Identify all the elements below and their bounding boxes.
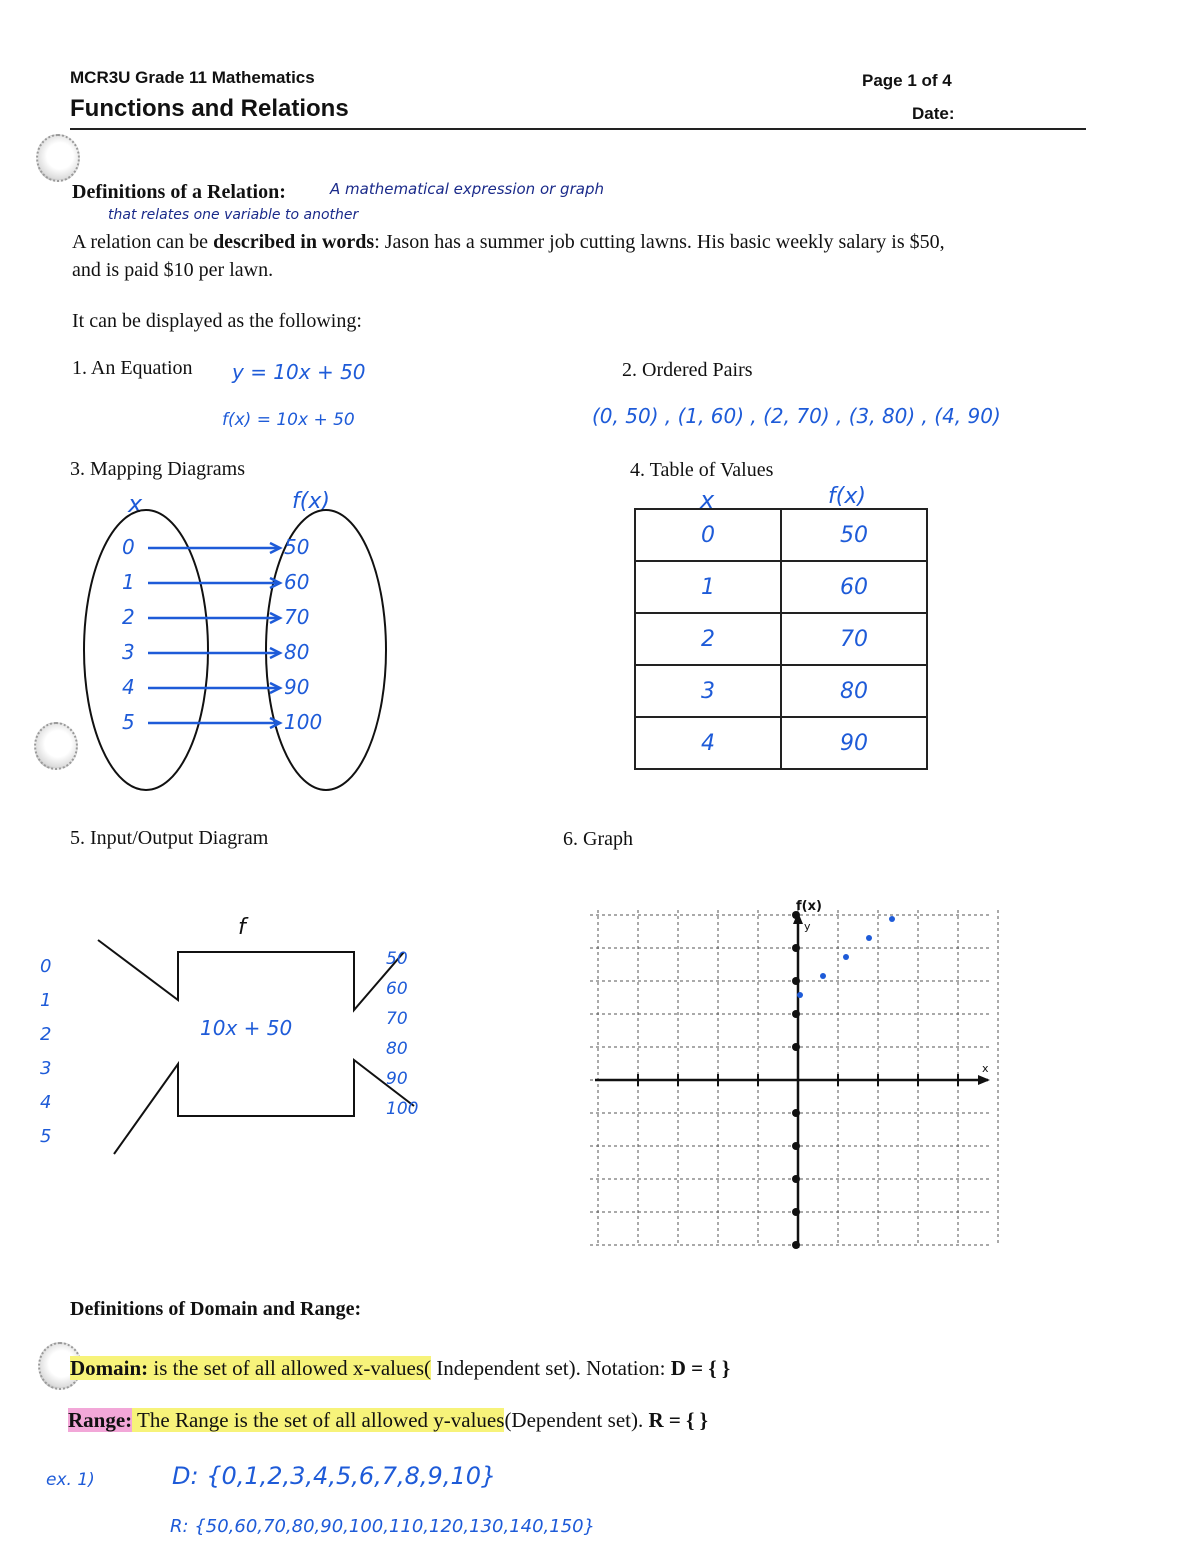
table-cell-x: 1	[635, 561, 781, 613]
relation-intro-prefix: A relation can be	[72, 231, 214, 253]
mapping-domain-oval	[84, 510, 208, 790]
domain-rest: Independent set). Notation:	[431, 1356, 671, 1380]
io-input-2: 2	[40, 1024, 52, 1045]
mapping-output-100: 100	[284, 710, 323, 734]
range-notation: R = { }	[648, 1408, 708, 1432]
graph-point	[843, 954, 849, 960]
io-output-100: 100	[386, 1099, 419, 1119]
table-of-values	[634, 508, 928, 770]
graph-point	[889, 916, 895, 922]
displayed-as: It can be displayed as the following:	[72, 310, 362, 332]
domain-notation: D = { }	[670, 1356, 731, 1380]
graph-x-axis-label: x	[982, 1062, 989, 1075]
table-row	[635, 613, 927, 665]
io-input-1: 1	[40, 990, 52, 1011]
graph-x-arrow	[978, 1075, 990, 1085]
graph-y-tick	[792, 1142, 800, 1150]
mapping-input-0: 0	[122, 535, 135, 559]
page-number: Page 1 of 4	[862, 71, 952, 90]
io-input-3: 3	[40, 1058, 52, 1079]
table-cell-x: 2	[635, 613, 781, 665]
mapping-output-60: 60	[284, 570, 310, 594]
table-row	[635, 717, 927, 769]
date-label: Date:	[912, 104, 955, 123]
io-input-4: 4	[40, 1092, 52, 1113]
graph-y-tick	[792, 944, 800, 952]
table-cell-fx: 70	[781, 613, 927, 665]
mapping-input-1: 1	[122, 570, 135, 594]
table-cell-fx: 60	[781, 561, 927, 613]
relation-intro	[72, 231, 945, 254]
relation-def-handwritten-2: that relates one variable to another	[108, 207, 359, 223]
table-label: 4. Table of Values	[630, 459, 774, 481]
page-title: Functions and Relations	[70, 95, 349, 122]
relation-def-handwritten-1: A mathematical expression or graph	[330, 180, 604, 198]
range-highlighted: The Range is the set of all allowed y-values	[132, 1408, 505, 1432]
course-title: MCR3U Grade 11 Mathematics	[70, 68, 315, 87]
io-output-50: 50	[386, 949, 408, 969]
table-y-head: f(x)	[828, 484, 866, 509]
graph-y-tick	[792, 1109, 800, 1117]
graph-y-tick	[792, 977, 800, 985]
relation-intro-rest: : Jason has a summer job cutting lawns. His basic weekly salary is $50,	[374, 231, 945, 253]
io-rule: 10x + 50	[200, 1016, 293, 1040]
mapping-input-5: 5	[122, 710, 135, 734]
mapping-output-50: 50	[284, 535, 310, 559]
example-label: ex. 1)	[46, 1470, 95, 1490]
graph-y-tick	[792, 1010, 800, 1018]
range-label: Range:	[68, 1408, 133, 1432]
equation-hw-2: f(x) = 10x + 50	[222, 410, 355, 430]
relation-intro-bold: described in words	[213, 231, 375, 253]
table-cell-fx: 50	[781, 509, 927, 561]
graph	[590, 890, 1000, 1250]
ordered-pairs-hw: (0, 50) , (1, 60) , (2, 70) , (3, 80) , (4, 90)	[592, 404, 1001, 428]
graph-y-tick	[792, 1175, 800, 1183]
io-f-label: f	[238, 915, 246, 940]
graph-point	[820, 973, 826, 979]
domain-label: Domain:	[70, 1356, 149, 1380]
mapping-input-4: 4	[122, 675, 135, 699]
equation-label: 1. An Equation	[72, 357, 193, 379]
domain-range-title: Definitions of Domain and Range:	[70, 1298, 362, 1320]
graph-y-tick	[792, 1043, 800, 1051]
range-example: R: {50,60,70,80,90,100,110,120,130,140,150}	[170, 1516, 596, 1537]
table-cell-x: 0	[635, 509, 781, 561]
table-x-head: x	[700, 486, 715, 514]
range-rest: (Dependent set).	[504, 1408, 649, 1432]
io-label: 5. Input/Output Diagram	[70, 827, 269, 849]
io-diagram	[30, 900, 450, 1170]
io-output-70: 70	[386, 1009, 408, 1029]
domain-line	[70, 1356, 730, 1381]
range-line	[68, 1408, 708, 1433]
io-box-bottom	[114, 1060, 414, 1154]
equation-hw-1: y = 10x + 50	[232, 360, 366, 384]
punch-hole-top	[36, 134, 80, 182]
io-output-80: 80	[386, 1039, 408, 1059]
header-rule	[70, 128, 1086, 130]
domain-example: D: {0,1,2,3,4,5,6,7,8,9,10}	[172, 1462, 497, 1490]
io-output-90: 90	[386, 1069, 408, 1089]
table-row	[635, 561, 927, 613]
io-box-top	[98, 940, 404, 1010]
io-output-60: 60	[386, 979, 408, 999]
table-cell-fx: 90	[781, 717, 927, 769]
table-row	[635, 665, 927, 717]
graph-y-tick	[792, 1208, 800, 1216]
graph-y-axis-label: y	[804, 920, 811, 933]
graph-label: 6. Graph	[563, 828, 633, 850]
mapping-input-3: 3	[122, 640, 135, 664]
ordered-pairs-label: 2. Ordered Pairs	[622, 359, 753, 381]
graph-point	[866, 935, 872, 941]
graph-hw-label: f(x)	[796, 899, 822, 914]
mapping-x-head: x	[128, 490, 143, 518]
relation-def-label: Definitions of a Relation:	[72, 181, 286, 203]
mapping-output-90: 90	[284, 675, 310, 699]
mapping-label: 3. Mapping Diagrams	[70, 458, 245, 480]
domain-highlighted: is the set of all allowed x-values(	[148, 1356, 432, 1380]
graph-point	[797, 992, 803, 998]
table-cell-fx: 80	[781, 665, 927, 717]
mapping-output-70: 70	[284, 605, 310, 629]
mapping-y-head: f(x)	[292, 489, 330, 514]
graph-y-tick	[792, 1241, 800, 1249]
table-row	[635, 509, 927, 561]
mapping-diagram	[70, 480, 400, 800]
mapping-output-80: 80	[284, 640, 310, 664]
mapping-input-2: 2	[122, 605, 135, 629]
relation-intro-line2: and is paid $10 per lawn.	[72, 259, 274, 281]
table-cell-x: 4	[635, 717, 781, 769]
io-input-5: 5	[40, 1126, 52, 1147]
table-cell-x: 3	[635, 665, 781, 717]
io-input-0: 0	[40, 956, 52, 977]
